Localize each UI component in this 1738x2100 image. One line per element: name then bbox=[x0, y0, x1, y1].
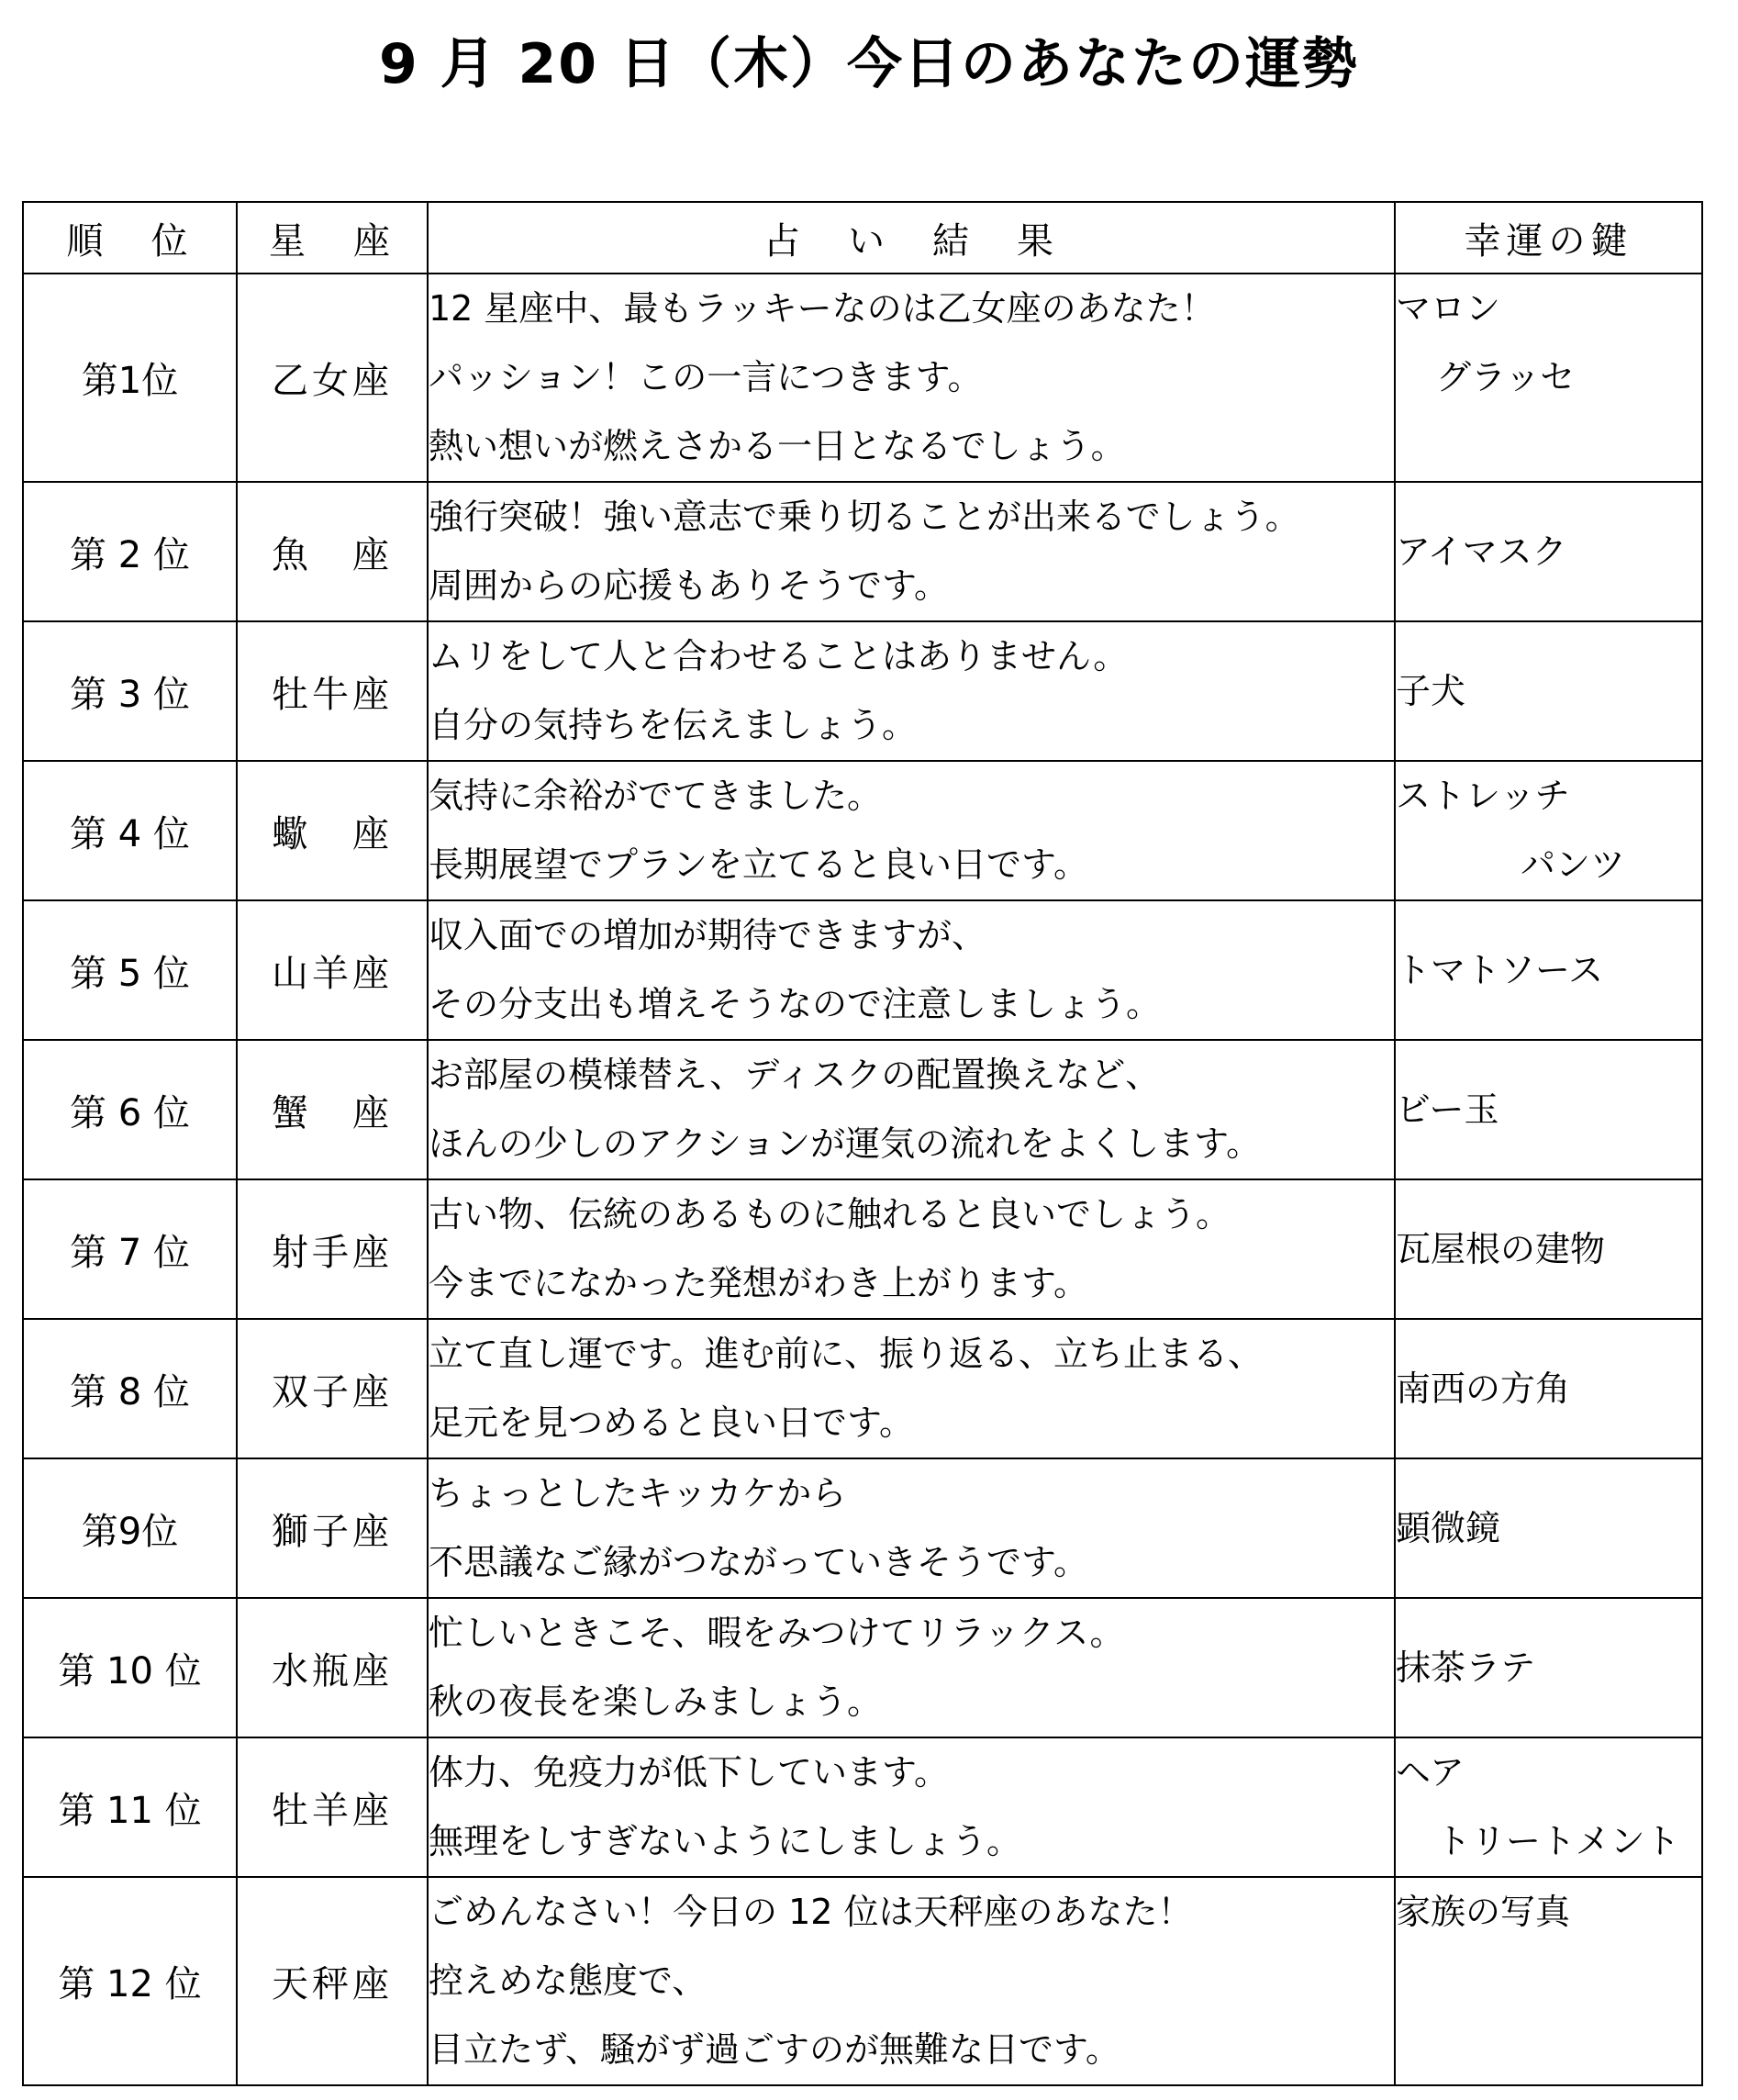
table-row bbox=[23, 482, 1702, 621]
rank-cell: 第1位 bbox=[23, 274, 237, 482]
key-cell bbox=[1395, 1179, 1702, 1319]
result-line: その分支出も増えそうなので注意しましょう。 bbox=[429, 984, 1162, 1024]
result-line: ムリをして人と合わせることはありません。 bbox=[429, 636, 1129, 676]
rank-cell: 第 3 位 bbox=[23, 621, 237, 761]
key-cell bbox=[1395, 1737, 1702, 1877]
key-cell bbox=[1395, 1877, 1702, 2085]
key-line: 顕微鏡 bbox=[1396, 1507, 1501, 1548]
sign-cell: 天秤座 bbox=[237, 1877, 428, 2085]
key-cell bbox=[1395, 900, 1702, 1040]
key-line: グラッセ bbox=[1436, 357, 1576, 397]
table-row bbox=[23, 274, 1702, 482]
table-row bbox=[23, 900, 1702, 1040]
key-line: パンツ bbox=[1521, 844, 1626, 885]
result-line: ほんの少しのアクションが運気の流れをよくします。 bbox=[429, 1123, 1262, 1164]
sign-cell: 乙女座 bbox=[237, 274, 428, 482]
header-rank: 順 位 bbox=[23, 202, 237, 274]
table-row bbox=[23, 1319, 1702, 1458]
table-row bbox=[23, 1179, 1702, 1319]
key-cell bbox=[1395, 761, 1702, 900]
sign-cell: 蠍 座 bbox=[237, 761, 428, 900]
rank-cell: 第 10 位 bbox=[23, 1598, 237, 1737]
rank-cell: 第9位 bbox=[23, 1458, 237, 1598]
table-row bbox=[23, 1737, 1702, 1877]
result-line: パッション！この一言につきます。 bbox=[429, 357, 983, 397]
result-cell bbox=[428, 1458, 1395, 1598]
page-title: 9 月 20 日（木）今日のあなたの運勢 bbox=[379, 32, 1359, 96]
sign-cell: 獅子座 bbox=[237, 1458, 428, 1598]
fortune-table bbox=[22, 201, 1703, 2086]
result-line: 秋の夜長を楽しみましょう。 bbox=[429, 1681, 883, 1722]
rank-cell: 第 2 位 bbox=[23, 482, 237, 621]
key-line: 家族の写真 bbox=[1396, 1892, 1571, 1932]
table-row bbox=[23, 621, 1702, 761]
table-row bbox=[23, 1040, 1702, 1179]
key-cell bbox=[1395, 482, 1702, 621]
result-line: 今までになかった発想がわき上がります。 bbox=[429, 1263, 1088, 1303]
key-line: トリートメント bbox=[1436, 1821, 1680, 1861]
result-cell bbox=[428, 1598, 1395, 1737]
result-line: 熱い想いが燃えさかる一日となるでしょう。 bbox=[429, 426, 1126, 466]
key-cell bbox=[1395, 274, 1702, 482]
key-line: 南西の方角 bbox=[1396, 1368, 1571, 1409]
result-cell bbox=[428, 1319, 1395, 1458]
key-cell bbox=[1395, 1598, 1702, 1737]
result-line: 長期展望でプランを立てると良い日です。 bbox=[429, 844, 1088, 885]
result-cell bbox=[428, 900, 1395, 1040]
key-line: マロン bbox=[1396, 288, 1501, 329]
sign-cell: 双子座 bbox=[237, 1319, 428, 1458]
result-line: 足元を見つめると良い日です。 bbox=[429, 1402, 914, 1443]
table-row bbox=[23, 1458, 1702, 1598]
result-line: 忙しいときこそ、暇をみつけてリラックス。 bbox=[429, 1613, 1125, 1653]
table-row bbox=[23, 761, 1702, 900]
result-line: 立て直し運です。進む前に、振り返る、立ち止まる、 bbox=[429, 1334, 1263, 1374]
result-line: 気持に余裕がでてきました。 bbox=[429, 776, 883, 816]
header-row bbox=[23, 202, 1702, 274]
key-line: 子犬 bbox=[1396, 670, 1466, 711]
key-cell bbox=[1395, 621, 1702, 761]
result-cell bbox=[428, 274, 1395, 482]
sign-cell: 蟹 座 bbox=[237, 1040, 428, 1179]
result-line: お部屋の模様替え、ディスクの配置換えなど、 bbox=[429, 1055, 1161, 1095]
result-line: ちょっとしたキッカケから bbox=[429, 1473, 847, 1514]
result-cell bbox=[428, 761, 1395, 900]
rank-cell: 第 8 位 bbox=[23, 1319, 237, 1458]
result-cell bbox=[428, 482, 1395, 621]
key-line: ビー玉 bbox=[1396, 1089, 1499, 1130]
header-key: 幸運の鍵 bbox=[1395, 202, 1702, 274]
key-line: ストレッチ bbox=[1396, 776, 1570, 816]
table-row bbox=[23, 1598, 1702, 1737]
result-line: 自分の気持ちを伝えましょう。 bbox=[429, 705, 918, 745]
result-cell bbox=[428, 1737, 1395, 1877]
result-line: 無理をしすぎないようにしましょう。 bbox=[429, 1821, 1022, 1861]
result-line: 古い物、伝統のあるものに触れると良いでしょう。 bbox=[429, 1194, 1231, 1234]
result-line: 周囲からの応援もありそうです。 bbox=[429, 565, 949, 606]
sign-cell: 魚 座 bbox=[237, 482, 428, 621]
rank-cell: 第 11 位 bbox=[23, 1737, 237, 1877]
sign-cell: 射手座 bbox=[237, 1179, 428, 1319]
rank-cell: 第 12 位 bbox=[23, 1877, 237, 2085]
key-line: トマトソース bbox=[1396, 949, 1604, 990]
key-line: 瓦屋根の建物 bbox=[1396, 1228, 1606, 1269]
result-line: 12 星座中、最もラッキーなのは乙女座のあなた！ bbox=[429, 288, 1216, 329]
result-cell bbox=[428, 1179, 1395, 1319]
result-line: 収入面での増加が期待できますが、 bbox=[429, 915, 987, 955]
header-result: 占 い 結 果 bbox=[428, 202, 1395, 274]
rank-cell: 第 6 位 bbox=[23, 1040, 237, 1179]
key-line: ヘア bbox=[1396, 1752, 1465, 1793]
rank-cell: 第 5 位 bbox=[23, 900, 237, 1040]
result-line: ごめんなさい！今日の 12 位は天秤座のあなた！ bbox=[429, 1892, 1193, 1932]
sign-cell: 牡羊座 bbox=[237, 1737, 428, 1877]
result-line: 体力、免疫力が低下しています。 bbox=[429, 1752, 949, 1793]
key-cell bbox=[1395, 1458, 1702, 1598]
key-line: 抹茶ラテ bbox=[1396, 1647, 1536, 1688]
sign-cell: 山羊座 bbox=[237, 900, 428, 1040]
table-row bbox=[23, 1877, 1702, 2085]
result-cell bbox=[428, 1877, 1395, 2085]
result-line: 強行突破！強い意志で乗り切ることが出来るでしょう。 bbox=[429, 497, 1300, 537]
key-cell bbox=[1395, 1040, 1702, 1179]
header-sign: 星 座 bbox=[237, 202, 428, 274]
sign-cell: 牡牛座 bbox=[237, 621, 428, 761]
key-cell bbox=[1395, 1319, 1702, 1458]
result-cell bbox=[428, 621, 1395, 761]
result-line: 控えめな態度で、 bbox=[429, 1960, 707, 2001]
rank-cell: 第 7 位 bbox=[23, 1179, 237, 1319]
result-cell bbox=[428, 1040, 1395, 1179]
rank-cell: 第 4 位 bbox=[23, 761, 237, 900]
result-line: 目立たず、騒がず過ごすのが無難な日です。 bbox=[429, 2029, 1120, 2070]
sign-cell: 水瓶座 bbox=[237, 1598, 428, 1737]
key-line: アイマスク bbox=[1396, 531, 1567, 572]
result-line: 不思議なご縁がつながっていきそうです。 bbox=[429, 1542, 1088, 1582]
